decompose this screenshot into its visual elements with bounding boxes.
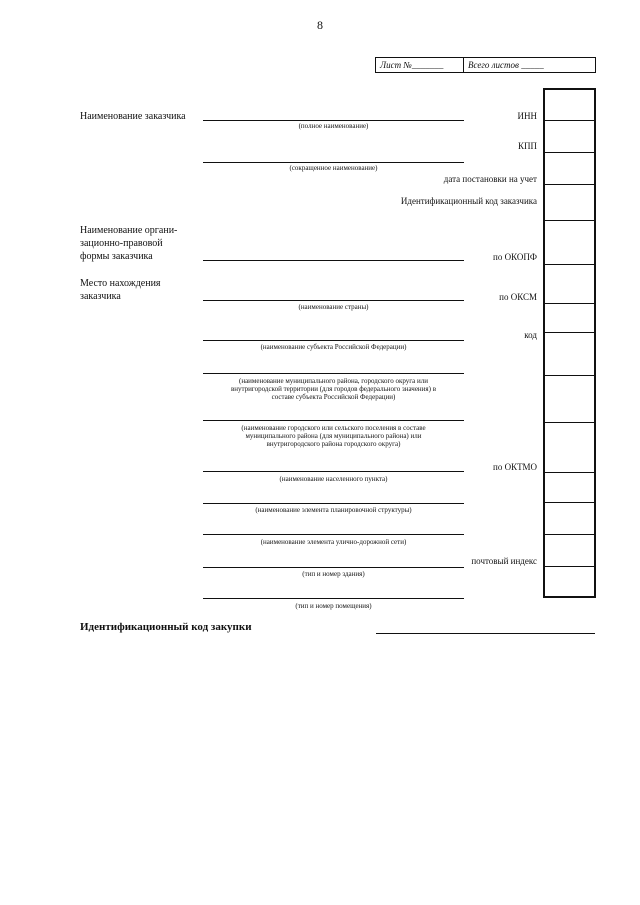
postal-code-label: почтовый индекс [471, 556, 537, 566]
municipal-district-caption: (наименование муниципального района, городского округа или внутригородской территории (для городов федерального значения) в составе субъекта Российской Федерации) [230, 377, 437, 401]
customer-name-label: Наименование заказчика [80, 111, 186, 122]
codes-divider [545, 534, 594, 535]
purchase-code-line[interactable] [376, 633, 595, 634]
codes-column[interactable] [543, 88, 596, 598]
org-form-line[interactable] [203, 260, 464, 261]
code-label: код [524, 330, 537, 340]
codes-divider [545, 422, 594, 423]
codes-divider [545, 220, 594, 221]
room-caption: (тип и номер помещения) [295, 602, 372, 610]
full-name-line[interactable] [203, 120, 464, 121]
codes-divider [545, 332, 594, 333]
room-line[interactable] [203, 598, 464, 599]
building-caption: (тип и номер здания) [302, 570, 365, 578]
codes-divider [545, 502, 594, 503]
country-line[interactable] [203, 300, 464, 301]
locality-line[interactable] [203, 471, 464, 472]
full-name-caption: (полное наименование) [298, 122, 369, 130]
codes-divider [545, 152, 594, 153]
kpp-label: КПП [517, 141, 537, 151]
country-caption: (наименование страны) [298, 303, 369, 311]
location-label: Место нахождения заказчика [80, 278, 161, 302]
subject-caption: (наименование субъекта Российской Федерации) [260, 343, 407, 351]
settlement-caption: (наименование городского или сельского поселения в составе муниципального района (для муниципального района) или внутригородского района городского округа) [241, 424, 426, 448]
oksm-label: по ОКСМ [499, 292, 537, 302]
sheet-number-field[interactable]: Лист №_______ [376, 58, 464, 72]
municipal-district-line[interactable] [203, 373, 464, 374]
sheet-info-box [375, 57, 596, 73]
subject-line[interactable] [203, 340, 464, 341]
page-number: 8 [317, 18, 323, 32]
codes-divider [545, 120, 594, 121]
codes-divider [545, 472, 594, 473]
total-sheets-field[interactable]: Всего листов _____ [468, 60, 544, 70]
org-form-label: Наименование органи- зационно-правовой формы заказчика [80, 225, 178, 262]
short-name-line[interactable] [203, 162, 464, 163]
purchase-code-label: Идентификационный код закупки [80, 621, 252, 633]
codes-divider [545, 184, 594, 185]
codes-divider [545, 375, 594, 376]
okopf-label: по ОКОПФ [493, 252, 537, 262]
inn-label: ИНН [517, 111, 537, 121]
short-name-caption: (сокращенное наименование) [289, 164, 378, 172]
codes-divider [545, 303, 594, 304]
street-line[interactable] [203, 534, 464, 535]
codes-divider [545, 566, 594, 567]
settlement-line[interactable] [203, 420, 464, 421]
customer-code-label: Идентификационный код заказчика [400, 196, 537, 206]
planning-caption: (наименование элемента планировочной структуры) [255, 506, 412, 514]
reg-date-label: дата постановки на учет [443, 174, 537, 184]
codes-divider [545, 264, 594, 265]
locality-caption: (наименование населенного пункта) [279, 475, 388, 483]
building-line[interactable] [203, 567, 464, 568]
oktmo-label: по ОКТМО [493, 462, 537, 472]
street-caption: (наименование элемента улично-дорожной сети) [260, 538, 407, 546]
planning-line[interactable] [203, 503, 464, 504]
